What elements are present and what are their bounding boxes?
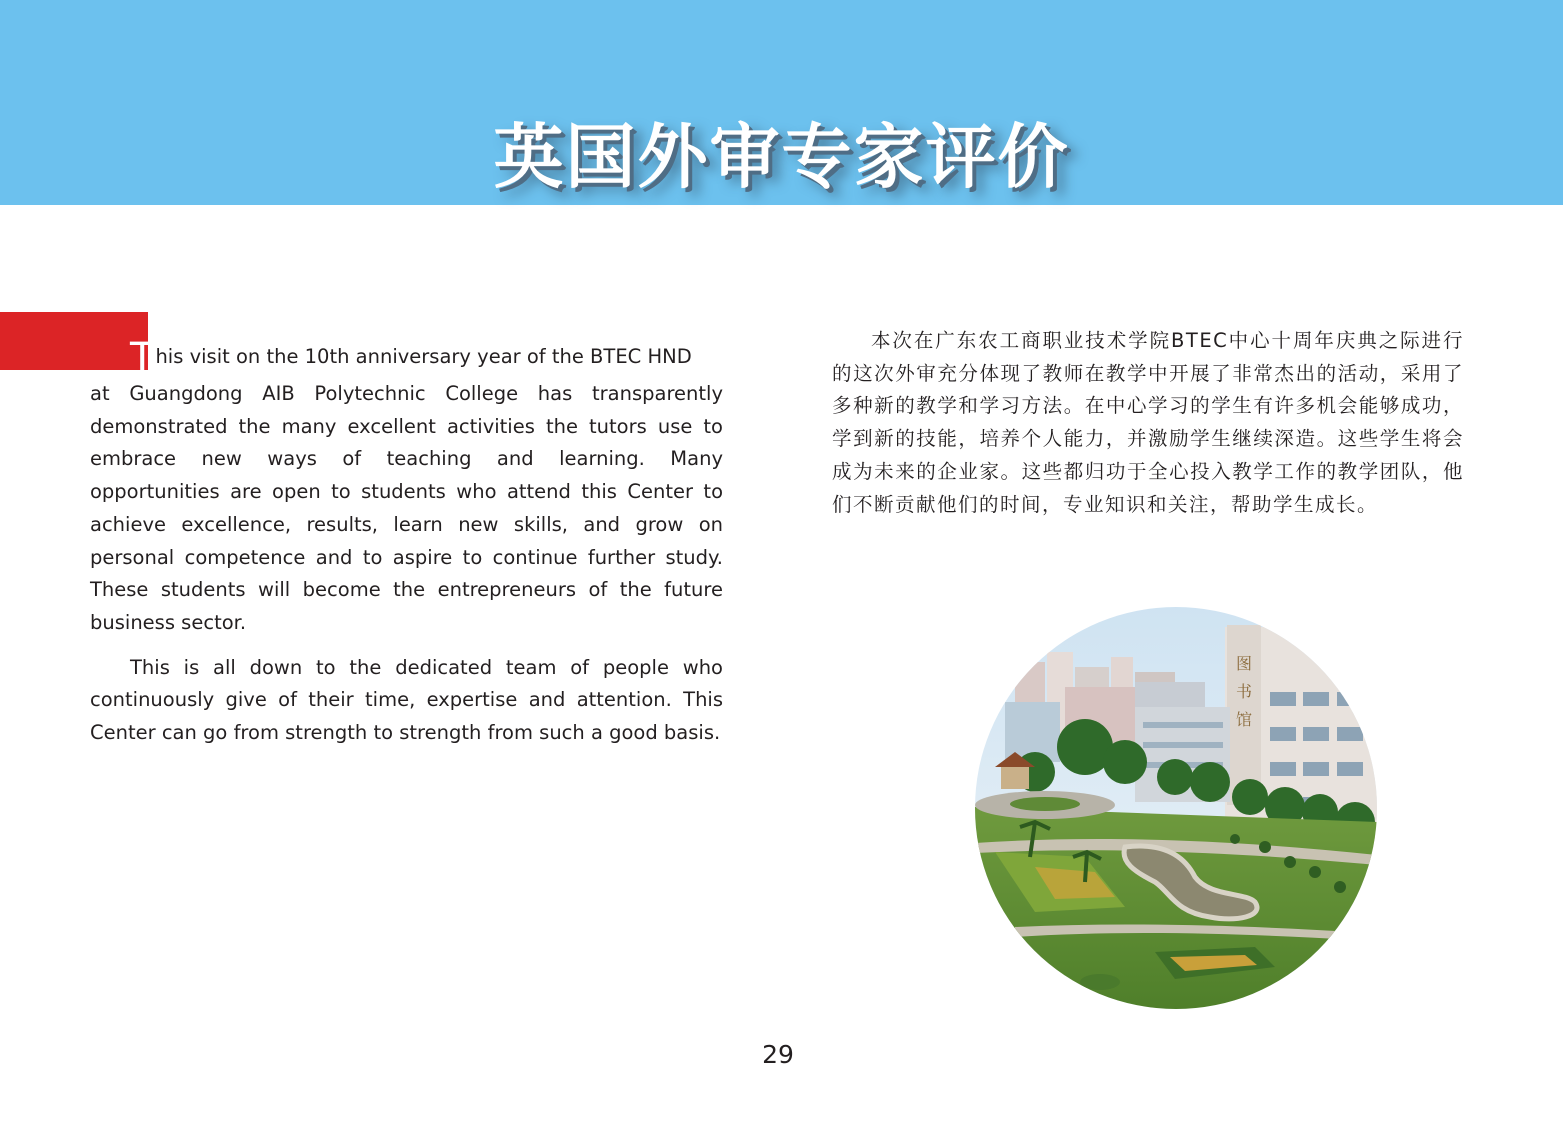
english-column [90,336,723,750]
english-paragraph-1-first-line: his visit on the 10th anniversary year of the BTEC HND [155,345,692,368]
drop-cap: T [130,335,155,381]
building-sign-char-3: 馆 [1235,710,1253,729]
english-paragraph-1 [90,336,723,640]
english-paragraph-1-lead [90,335,723,381]
campus-photo-illustration [975,607,1377,1009]
campus-photo [975,607,1377,1009]
chinese-paragraph: 本次在广东农工商职业技术学院BTEC中心十周年庆典之际进行的这次外审充分体现了教师在教学中开展了非常杰出的活动，采用了多种新的教学和学习方法。在中心学习的学生有许多机会能够成功，学到新的技能，培养个人能力，并激励学生继续深造。这些学生将会成为未来的企业家。这些都归功于全心投入教学工作的教学团队，他们不断贡献他们的时间，专业知识和关注，帮助学生成长。 [832,329,1464,516]
building-sign-char-1: 图 [1235,654,1253,673]
english-paragraph-2: This is all down to the dedicated team of people who continuously give of their time, expertise and attention. This Center can go from strength to strength from such a good basis. [90,655,723,745]
building-sign-char-2: 书 [1235,682,1253,701]
page-title: 英国外审专家评价 [493,116,1070,198]
english-paragraph-1-body: at Guangdong AIB Polytechnic College has transparently demonstrated the many excellent activities the tutors use to embrace new ways of teaching and learning. Many opportunities are open to students who attend this Center to achieve excellence, results, learn new skills, and grow on personal competence and to aspire to continue further study. These students will become the entrepreneurs of the future business sector. [90,382,723,634]
page-number: 29 [762,1040,794,1069]
chinese-column [832,325,1464,521]
